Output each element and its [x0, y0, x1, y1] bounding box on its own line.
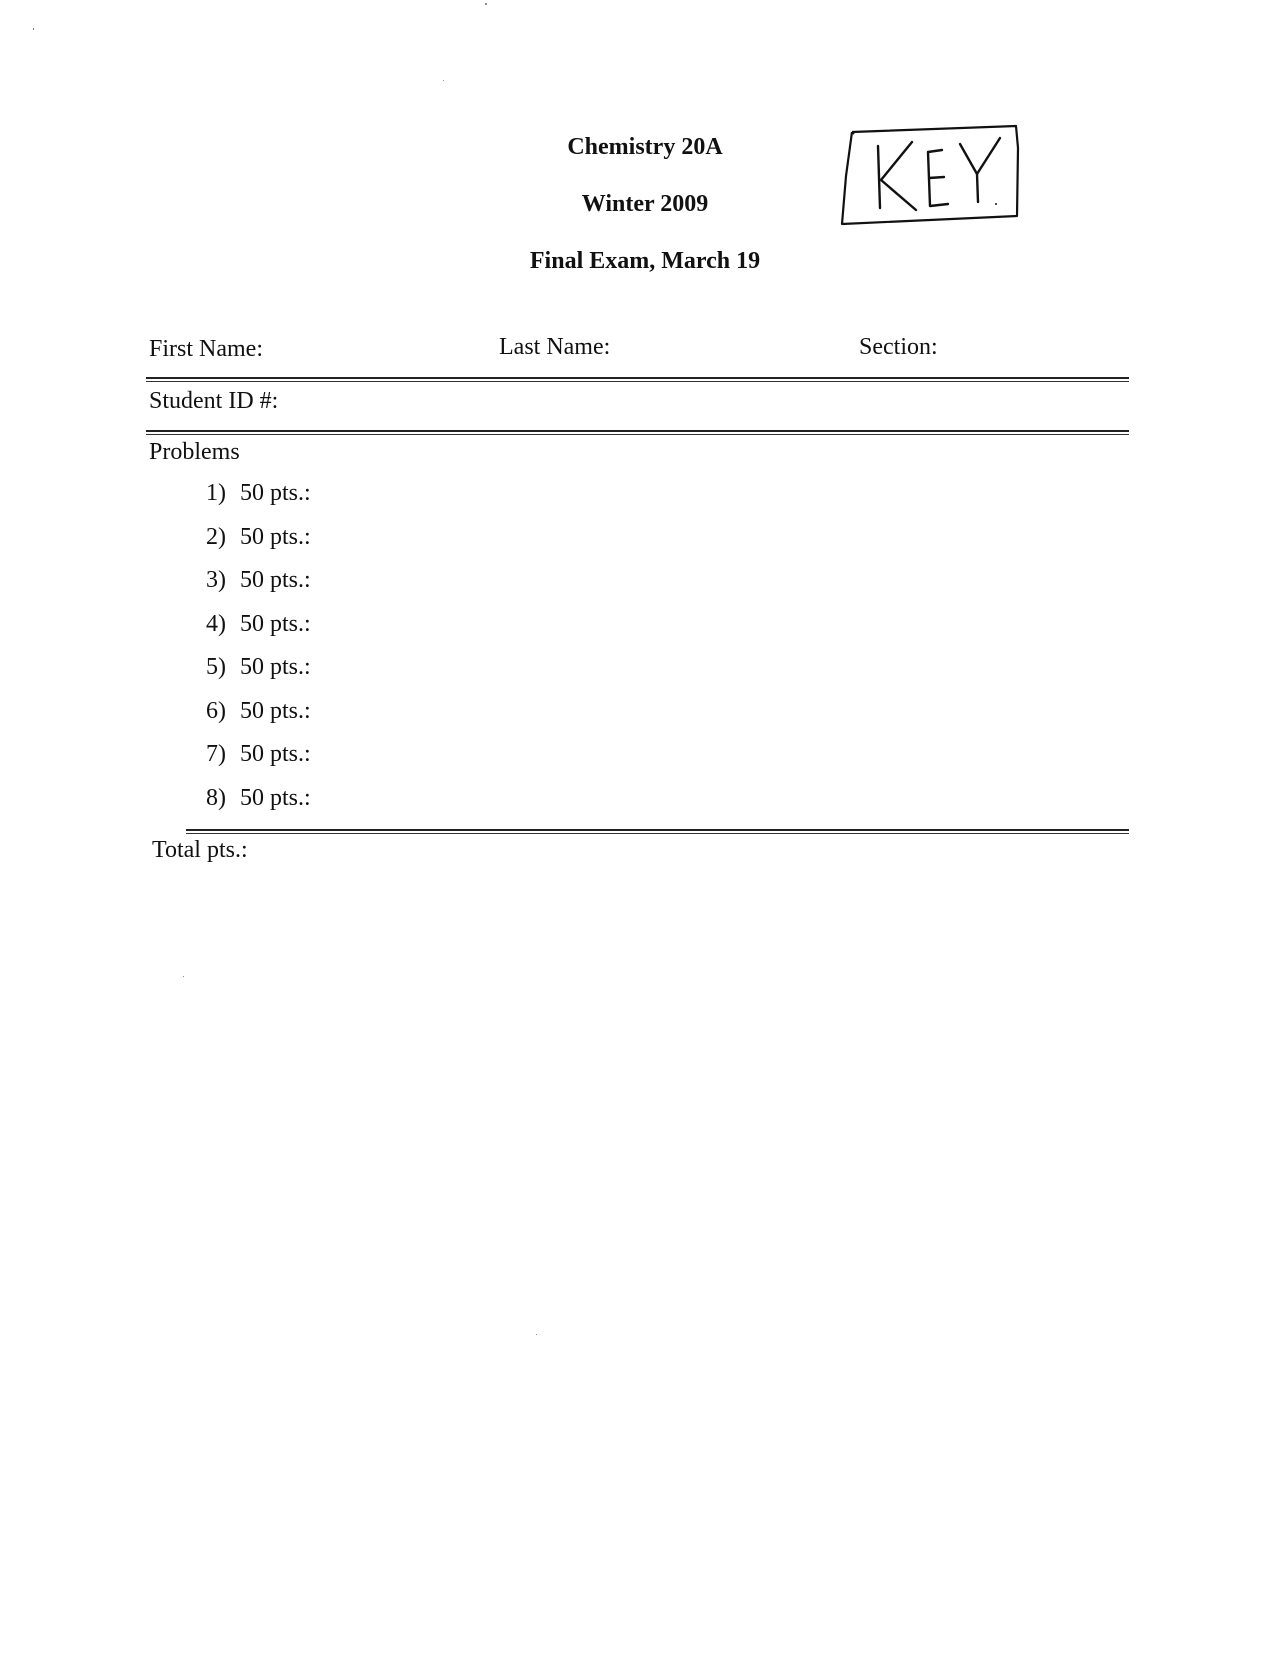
problem-number: 5)	[206, 654, 226, 680]
problem-item	[186, 783, 311, 827]
section-label: Section:	[859, 334, 938, 360]
problem-points: 50 pts.:	[240, 654, 311, 680]
problem-points: 50 pts.:	[240, 741, 311, 767]
problem-number: 3)	[206, 567, 226, 593]
exam-title-text: Final Exam, March 19	[529, 248, 761, 274]
problem-points: 50 pts.:	[240, 697, 311, 724]
term-title	[0, 189, 1280, 219]
problem-item	[186, 565, 311, 609]
scan-speck	[183, 976, 184, 977]
total-points-label: Total pts.:	[152, 837, 248, 863]
course-title-text: Chemistry 20A	[567, 134, 723, 160]
scan-speck	[536, 1334, 537, 1335]
double-rule-divider	[186, 829, 1129, 834]
scan-speck	[443, 80, 444, 81]
problem-item	[186, 652, 311, 696]
scan-speck	[33, 28, 34, 30]
problem-number: 7)	[206, 741, 226, 767]
last-name-label: Last Name:	[499, 334, 611, 360]
problem-number: 2)	[206, 523, 226, 550]
problem-number: 4)	[206, 610, 226, 637]
double-rule-divider	[146, 377, 1129, 382]
problem-number: 1)	[206, 480, 226, 506]
term-title-text: Winter 2009	[581, 191, 709, 217]
problem-number: 8)	[206, 784, 226, 811]
problems-heading: Problems	[149, 439, 240, 465]
problem-list	[186, 478, 311, 826]
exam-title	[0, 246, 1280, 276]
problem-item	[186, 478, 311, 522]
problem-item	[186, 609, 311, 653]
key-stamp	[840, 124, 1020, 228]
course-title	[0, 132, 1280, 162]
first-name-label: First Name:	[149, 336, 263, 362]
scan-speck	[485, 3, 487, 5]
double-rule-divider	[146, 430, 1129, 435]
problem-item	[186, 739, 311, 783]
problem-item	[186, 522, 311, 566]
problem-points: 50 pts.:	[240, 784, 311, 811]
problem-points: 50 pts.:	[240, 480, 311, 506]
problem-points: 50 pts.:	[240, 523, 311, 550]
key-stamp-drawing	[840, 124, 1020, 228]
problem-points: 50 pts.:	[240, 610, 311, 637]
problem-item	[186, 696, 311, 740]
student-id-label: Student ID #:	[149, 388, 279, 414]
problem-number: 6)	[206, 697, 226, 724]
problem-points: 50 pts.:	[240, 567, 311, 593]
